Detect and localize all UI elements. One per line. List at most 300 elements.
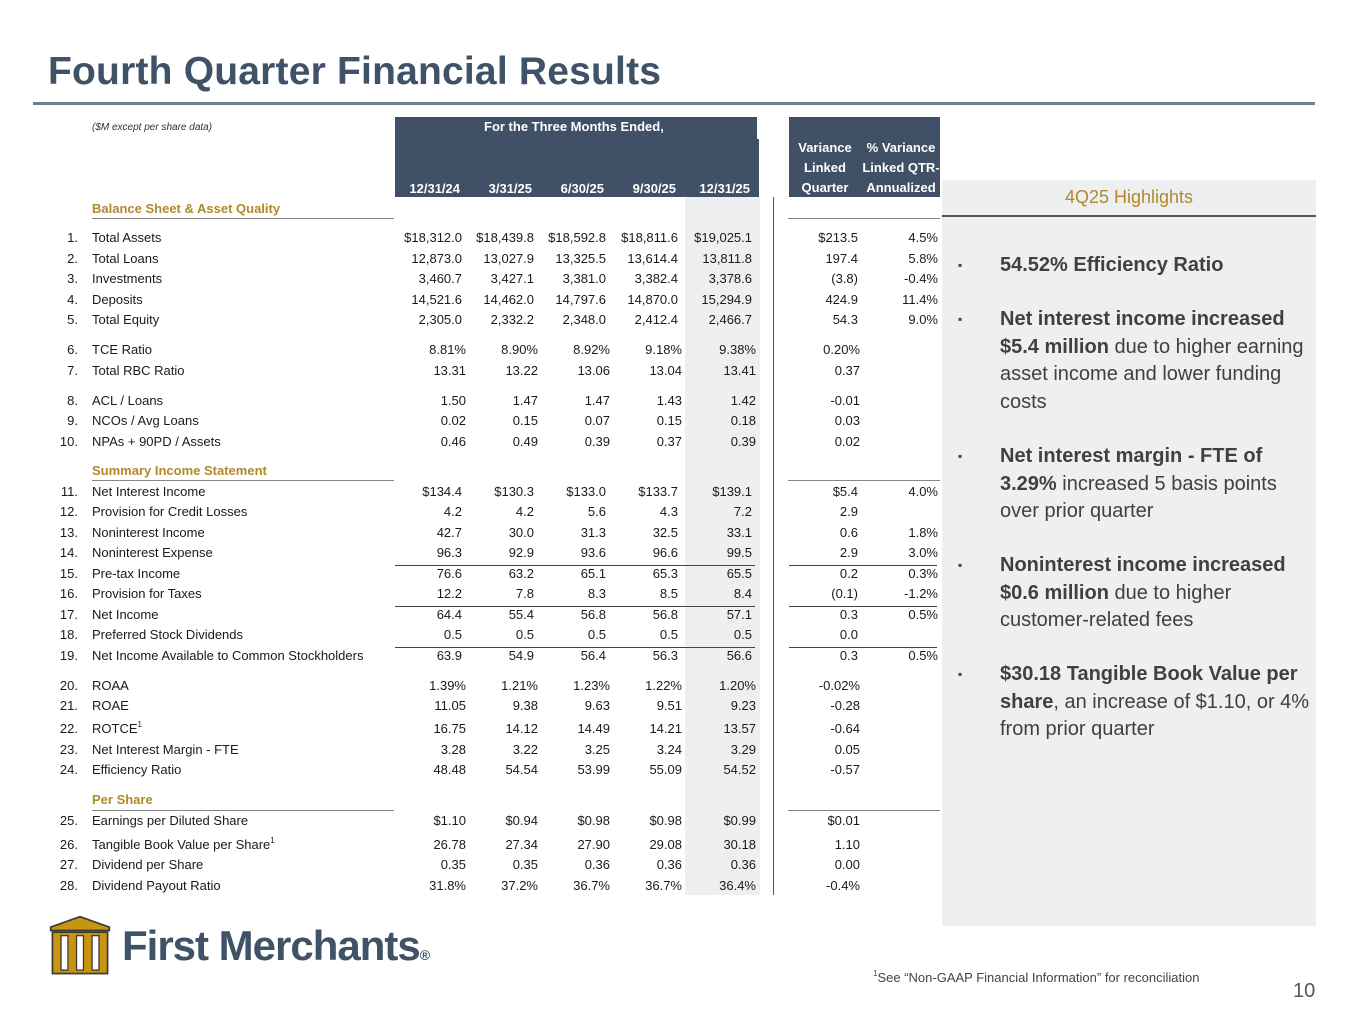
section-divider bbox=[788, 218, 940, 219]
cell-value: 8.3 bbox=[587, 586, 606, 601]
cell-value: 1.50 bbox=[440, 393, 466, 408]
pct-variance-value: 3.0% bbox=[908, 545, 938, 560]
cell-value: 33.1 bbox=[726, 525, 752, 540]
cell-value: 14.21 bbox=[649, 721, 682, 736]
cell-value: 8.90% bbox=[501, 342, 538, 357]
cell-value: 1.23% bbox=[573, 678, 610, 693]
cell-value: 8.81% bbox=[429, 342, 466, 357]
pct-variance-value: 0.3% bbox=[908, 566, 938, 581]
row-number: 8. bbox=[67, 393, 78, 408]
cell-value: 53.99 bbox=[577, 762, 610, 777]
cell-value: 9.51 bbox=[656, 698, 682, 713]
variance-value: 0.02 bbox=[834, 434, 860, 449]
section-divider bbox=[788, 480, 940, 481]
cell-value: 13.04 bbox=[649, 363, 682, 378]
cell-value: 9.38% bbox=[719, 342, 756, 357]
cell-value: 16.75 bbox=[433, 721, 466, 736]
section-balance-sheet: Balance Sheet & Asset Quality bbox=[92, 201, 281, 216]
row-label: NCOs / Avg Loans bbox=[92, 413, 199, 428]
row-label: Preferred Stock Dividends bbox=[92, 627, 244, 642]
row-label: Tangible Book Value per Share$^1$ bbox=[92, 836, 275, 852]
row-number: 25. bbox=[59, 813, 78, 828]
cell-value: 0.49 bbox=[512, 434, 538, 449]
cell-value: 0.5 bbox=[443, 627, 462, 642]
cell-value: $130.3 bbox=[494, 484, 534, 499]
units-note: ($M except per share data) bbox=[92, 122, 213, 133]
cell-value: 30.18 bbox=[723, 837, 756, 852]
cell-value: 1.47 bbox=[512, 393, 538, 408]
cell-value: 64.4 bbox=[436, 607, 462, 622]
cell-value: 3,381.0 bbox=[562, 271, 606, 286]
variance-value: 0.3 bbox=[839, 607, 858, 622]
variance-value: (0.1) bbox=[831, 586, 858, 601]
row-label: Total Loans bbox=[92, 251, 159, 266]
table-row bbox=[0, 856, 950, 874]
cell-value: 13.41 bbox=[723, 363, 756, 378]
row-number: 18. bbox=[59, 627, 78, 642]
row-number: 22. bbox=[59, 721, 78, 736]
table-row bbox=[0, 270, 950, 288]
footnote: $^1$See “Non-GAAP Financial Information” for reconciliation bbox=[873, 969, 1200, 985]
variance-value: -0.64 bbox=[830, 721, 860, 736]
cell-value: 63.2 bbox=[508, 566, 534, 581]
row-number: 2. bbox=[67, 251, 78, 266]
pct-variance-value: 0.5% bbox=[908, 607, 938, 622]
row-number: 19. bbox=[59, 648, 78, 663]
cell-value: 36.4% bbox=[719, 878, 756, 893]
first-merchants-logo-icon bbox=[49, 910, 111, 982]
cell-value: 8.92% bbox=[573, 342, 610, 357]
variance-value: -0.28 bbox=[830, 698, 860, 713]
row-label: Total Assets bbox=[92, 230, 162, 245]
cell-value: 0.37 bbox=[656, 434, 682, 449]
footnote-marker: 1 bbox=[270, 836, 275, 845]
row-number: 23. bbox=[59, 742, 78, 757]
cell-value: 56.4 bbox=[580, 648, 606, 663]
table-row bbox=[0, 412, 950, 430]
cell-value: 8.4 bbox=[733, 586, 752, 601]
cell-value: 32.5 bbox=[652, 525, 678, 540]
row-number: 27. bbox=[59, 857, 78, 872]
section-divider bbox=[788, 810, 940, 811]
subtotal-rule bbox=[395, 606, 755, 607]
cell-value: 65.3 bbox=[652, 566, 678, 581]
row-label: Total Equity bbox=[92, 312, 160, 327]
cell-value: 37.2% bbox=[501, 878, 538, 893]
row-number: 9. bbox=[67, 413, 78, 428]
cell-value: $18,811.6 bbox=[621, 230, 678, 245]
cell-value: 1.42 bbox=[730, 393, 756, 408]
cell-value: 0.39 bbox=[730, 434, 756, 449]
page-number: 10 bbox=[1293, 980, 1316, 1002]
cell-value: 13,811.8 bbox=[702, 251, 752, 266]
cell-value: 3.29 bbox=[730, 742, 756, 757]
cell-value: 3,378.6 bbox=[708, 271, 752, 286]
cell-value: 3,460.7 bbox=[418, 271, 462, 286]
table-row bbox=[0, 229, 950, 247]
row-label: ROAE bbox=[92, 698, 129, 713]
cell-value: 7.8 bbox=[515, 586, 534, 601]
variance-value: 0.37 bbox=[834, 363, 860, 378]
row-number: 20. bbox=[59, 678, 78, 693]
cell-value: 0.36 bbox=[584, 857, 610, 872]
variance-value: -0.01 bbox=[830, 393, 860, 408]
section-divider bbox=[92, 480, 394, 481]
table-row bbox=[0, 720, 950, 738]
column-header: 12/31/25 bbox=[699, 181, 750, 196]
row-number: 5. bbox=[67, 312, 78, 327]
cell-value: $0.99 bbox=[723, 813, 756, 828]
variance-value: 0.0 bbox=[839, 627, 858, 642]
row-number: 16. bbox=[59, 586, 78, 601]
cell-value: 42.7 bbox=[436, 525, 462, 540]
cell-value: 0.18 bbox=[730, 413, 756, 428]
cell-value: 12.2 bbox=[436, 586, 462, 601]
table-row bbox=[0, 524, 950, 542]
column-header: 9/30/25 bbox=[632, 181, 676, 196]
table-row bbox=[0, 250, 950, 268]
row-label: Provision for Credit Losses bbox=[92, 504, 248, 519]
cell-value: 3.28 bbox=[440, 742, 466, 757]
cell-value: 56.6 bbox=[726, 648, 752, 663]
cell-value: 4.2 bbox=[515, 504, 534, 519]
subtotal-rule bbox=[789, 606, 937, 607]
pct-variance-value: -1.2% bbox=[904, 586, 938, 601]
variance-value: $0.01 bbox=[827, 813, 860, 828]
variance-value: -0.57 bbox=[830, 762, 860, 777]
row-label: ROAA bbox=[92, 678, 129, 693]
table-row bbox=[0, 503, 950, 521]
cell-value: 4.2 bbox=[443, 504, 462, 519]
cell-value: $134.4 bbox=[422, 484, 462, 499]
table-row bbox=[0, 761, 950, 779]
row-number: 26. bbox=[59, 837, 78, 852]
cell-value: 2,412.4 bbox=[634, 312, 678, 327]
table-row bbox=[0, 697, 950, 715]
bullet-icon: ▪ bbox=[958, 667, 963, 681]
pct-variance-value: 1.8% bbox=[908, 525, 938, 540]
pct-variance-value: 11.4% bbox=[902, 292, 938, 307]
row-number: 12. bbox=[59, 504, 78, 519]
variance-value: $5.4 bbox=[832, 484, 858, 499]
cell-value: 27.34 bbox=[505, 837, 538, 852]
table-row bbox=[0, 677, 950, 695]
cell-value: 9.18% bbox=[645, 342, 682, 357]
cell-value: 14,521.6 bbox=[411, 292, 462, 307]
row-label: Noninterest Income bbox=[92, 525, 205, 540]
cell-value: 2,348.0 bbox=[562, 312, 606, 327]
cell-value: 3.22 bbox=[512, 742, 538, 757]
variance-value: 0.00 bbox=[834, 857, 860, 872]
row-number: 14. bbox=[59, 545, 78, 560]
bullet-icon: ▪ bbox=[958, 312, 963, 326]
cell-value: 14.12 bbox=[505, 721, 538, 736]
table-row bbox=[0, 341, 950, 359]
highlights-title: 4Q25 Highlights bbox=[1064, 187, 1194, 207]
row-label: Net Interest Margin - FTE bbox=[92, 742, 239, 757]
cell-value: 93.6 bbox=[580, 545, 606, 560]
table-row bbox=[0, 585, 950, 603]
row-label: ACL / Loans bbox=[92, 393, 164, 408]
cell-value: 0.15 bbox=[656, 413, 682, 428]
cell-value: 2,332.2 bbox=[490, 312, 534, 327]
pct-variance-value: 5.8% bbox=[908, 251, 938, 266]
row-number: 28. bbox=[59, 878, 78, 893]
row-label: Deposits bbox=[92, 292, 143, 307]
cell-value: 3.25 bbox=[584, 742, 610, 757]
table-row bbox=[0, 483, 950, 501]
cell-value: 92.9 bbox=[508, 545, 534, 560]
cell-value: 9.63 bbox=[584, 698, 610, 713]
table-row bbox=[0, 836, 950, 854]
highlights-divider bbox=[942, 215, 1316, 217]
variance-value: 0.20% bbox=[823, 342, 860, 357]
cell-value: 13.31 bbox=[433, 363, 466, 378]
table-row bbox=[0, 877, 950, 895]
cell-value: 1.21% bbox=[501, 678, 538, 693]
cell-value: 76.6 bbox=[436, 566, 462, 581]
cell-value: 36.7% bbox=[573, 878, 610, 893]
row-label: Noninterest Expense bbox=[92, 545, 213, 560]
row-label: ROTCE$^1$ bbox=[92, 720, 142, 736]
row-label: Dividend per Share bbox=[92, 857, 204, 872]
variance-value: 0.03 bbox=[834, 413, 860, 428]
cell-value: 1.47 bbox=[584, 393, 610, 408]
cell-value: 8.5 bbox=[659, 586, 678, 601]
table-row bbox=[0, 606, 950, 624]
cell-value: $133.0 bbox=[566, 484, 606, 499]
cell-value: 13.57 bbox=[723, 721, 756, 736]
table-row bbox=[0, 544, 950, 562]
cell-value: 65.5 bbox=[726, 566, 752, 581]
pct-variance-value: 0.5% bbox=[908, 648, 938, 663]
row-label: Provision for Taxes bbox=[92, 586, 202, 601]
row-number: 15. bbox=[59, 566, 78, 581]
row-number: 21. bbox=[59, 698, 78, 713]
cell-value: 3,427.1 bbox=[490, 271, 534, 286]
column-header: 6/30/25 bbox=[560, 181, 604, 196]
cell-value: 13,325.5 bbox=[555, 251, 606, 266]
cell-value: 63.9 bbox=[436, 648, 462, 663]
cell-value: 30.0 bbox=[508, 525, 534, 540]
row-label: Net Income bbox=[92, 607, 159, 622]
cell-value: $0.94 bbox=[505, 813, 538, 828]
cell-value: 14.49 bbox=[577, 721, 610, 736]
period-header: For the Three Months Ended, bbox=[484, 119, 664, 134]
cell-value: 0.35 bbox=[440, 857, 466, 872]
bullet-icon: ▪ bbox=[958, 558, 963, 572]
cell-value: 54.9 bbox=[508, 648, 534, 663]
cell-value: 31.3 bbox=[580, 525, 606, 540]
cell-value: 13.06 bbox=[577, 363, 610, 378]
row-label: Pre-tax Income bbox=[92, 566, 181, 581]
variance-value: 424.9 bbox=[825, 292, 858, 307]
cell-value: 13,614.4 bbox=[627, 251, 678, 266]
table-row bbox=[0, 647, 950, 665]
cell-value: 56.3 bbox=[652, 648, 678, 663]
variance-header: Variance Linked Quarter bbox=[798, 140, 852, 195]
header-gap-top bbox=[757, 117, 789, 139]
cell-value: $18,439.8 bbox=[476, 230, 534, 245]
table-row bbox=[0, 626, 950, 644]
cell-value: 55.4 bbox=[508, 607, 534, 622]
table-row bbox=[0, 311, 950, 329]
cell-value: 5.6 bbox=[587, 504, 606, 519]
cell-value: 56.8 bbox=[652, 607, 678, 622]
cell-value: 55.09 bbox=[649, 762, 682, 777]
variance-value: 0.05 bbox=[834, 742, 860, 757]
row-label: Total RBC Ratio bbox=[92, 363, 185, 378]
pct-variance-header: % Variance Linked QTR- Annualized bbox=[862, 140, 940, 195]
cell-value: 1.43 bbox=[656, 393, 682, 408]
bullet-icon: ▪ bbox=[958, 258, 963, 272]
cell-value: 0.46 bbox=[440, 434, 466, 449]
page-title: Fourth Quarter Financial Results bbox=[48, 50, 662, 93]
cell-value: 48.48 bbox=[433, 762, 466, 777]
row-label: Dividend Payout Ratio bbox=[92, 878, 221, 893]
cell-value: 0.02 bbox=[440, 413, 466, 428]
cell-value: 14,797.6 bbox=[555, 292, 606, 307]
cell-value: 9.23 bbox=[730, 698, 756, 713]
table-row bbox=[0, 392, 950, 410]
cell-value: 26.78 bbox=[433, 837, 466, 852]
row-number: 13. bbox=[59, 525, 78, 540]
bullet-icon: ▪ bbox=[958, 449, 963, 463]
subtotal-rule bbox=[789, 565, 937, 566]
cell-value: 4.3 bbox=[659, 504, 678, 519]
table-row bbox=[0, 433, 950, 451]
pct-variance-value: 4.5% bbox=[908, 230, 938, 245]
cell-value: $18,312.0 bbox=[404, 230, 462, 245]
row-number: 7. bbox=[67, 363, 78, 378]
row-number: 1. bbox=[67, 230, 78, 245]
row-label: Net Interest Income bbox=[92, 484, 206, 499]
row-number: 17. bbox=[59, 607, 78, 622]
cell-value: $139.1 bbox=[712, 484, 752, 499]
row-label: Efficiency Ratio bbox=[92, 762, 182, 777]
cell-value: 54.52 bbox=[723, 762, 756, 777]
cell-value: 9.38 bbox=[512, 698, 538, 713]
variance-value: 2.9 bbox=[839, 504, 858, 519]
variance-value: 197.4 bbox=[825, 251, 858, 266]
cell-value: 0.36 bbox=[656, 857, 682, 872]
cell-value: 31.8% bbox=[429, 878, 466, 893]
cell-value: 13,027.9 bbox=[483, 251, 534, 266]
variance-value: 2.9 bbox=[839, 545, 858, 560]
cell-value: 3.24 bbox=[656, 742, 682, 757]
cell-value: 29.08 bbox=[649, 837, 682, 852]
cell-value: 7.2 bbox=[733, 504, 752, 519]
cell-value: 56.8 bbox=[580, 607, 606, 622]
column-header: 12/31/24 bbox=[409, 181, 460, 196]
variance-value: 0.6 bbox=[839, 525, 858, 540]
cell-value: 99.5 bbox=[726, 545, 752, 560]
variance-value: 54.3 bbox=[832, 312, 858, 327]
variance-value: 1.10 bbox=[834, 837, 860, 852]
cell-value: 1.20% bbox=[719, 678, 756, 693]
cell-value: 0.5 bbox=[659, 627, 678, 642]
variance-value: 0.2 bbox=[839, 566, 858, 581]
pct-variance-value: 9.0% bbox=[908, 312, 938, 327]
subtotal-rule bbox=[395, 647, 755, 648]
table-row bbox=[0, 565, 950, 583]
cell-value: 0.07 bbox=[584, 413, 610, 428]
cell-value: 11.05 bbox=[434, 698, 466, 713]
row-label: Investments bbox=[92, 271, 163, 286]
cell-value: 57.1 bbox=[726, 607, 752, 622]
table-row bbox=[0, 362, 950, 380]
cell-value: 1.22% bbox=[645, 678, 682, 693]
cell-value: 0.5 bbox=[515, 627, 534, 642]
cell-value: 15,294.9 bbox=[701, 292, 752, 307]
cell-value: 0.5 bbox=[587, 627, 606, 642]
table-row bbox=[0, 812, 950, 830]
cell-value: $0.98 bbox=[577, 813, 610, 828]
footnote-marker: 1 bbox=[137, 720, 142, 729]
section-divider bbox=[92, 810, 394, 811]
row-label: TCE Ratio bbox=[92, 342, 152, 357]
cell-value: 12,873.0 bbox=[411, 251, 462, 266]
cell-value: 2,466.7 bbox=[708, 312, 752, 327]
cell-value: 96.3 bbox=[436, 545, 462, 560]
cell-value: 65.1 bbox=[580, 566, 606, 581]
pct-variance-value: 4.0% bbox=[908, 484, 938, 499]
table-row bbox=[0, 741, 950, 759]
table-row bbox=[0, 291, 950, 309]
cell-value: 27.90 bbox=[577, 837, 610, 852]
cell-value: $1.10 bbox=[433, 813, 466, 828]
cell-value: 0.39 bbox=[584, 434, 610, 449]
cell-value: 0.15 bbox=[512, 413, 538, 428]
cell-value: 0.35 bbox=[512, 857, 538, 872]
variance-value: $213.5 bbox=[818, 230, 858, 245]
cell-value: $0.98 bbox=[649, 813, 682, 828]
cell-value: 36.7% bbox=[645, 878, 682, 893]
row-number: 24. bbox=[59, 762, 78, 777]
cell-value: $19,025.1 bbox=[694, 230, 752, 245]
section-per-share: Per Share bbox=[92, 792, 153, 807]
variance-value: -0.4% bbox=[826, 878, 860, 893]
cell-value: 2,305.0 bbox=[418, 312, 462, 327]
cell-value: 1.39% bbox=[429, 678, 466, 693]
row-label: Net Income Available to Common Stockholders bbox=[92, 648, 364, 663]
cell-value: 14,870.0 bbox=[627, 292, 678, 307]
row-number: 10. bbox=[59, 434, 78, 449]
cell-value: $18,592.8 bbox=[548, 230, 606, 245]
section-income-statement: Summary Income Statement bbox=[92, 463, 267, 478]
cell-value: 13.22 bbox=[505, 363, 538, 378]
column-header: 3/31/25 bbox=[488, 181, 532, 196]
cell-value: $133.7 bbox=[638, 484, 678, 499]
row-label: NPAs + 90PD / Assets bbox=[92, 434, 221, 449]
cell-value: 54.54 bbox=[505, 762, 538, 777]
row-number: 6. bbox=[67, 342, 78, 357]
cell-value: 0.5 bbox=[733, 627, 752, 642]
row-label: Earnings per Diluted Share bbox=[92, 813, 249, 828]
variance-value: 0.3 bbox=[839, 648, 858, 663]
cell-value: 14,462.0 bbox=[483, 292, 534, 307]
cell-value: 0.36 bbox=[730, 857, 756, 872]
row-number: 4. bbox=[67, 292, 78, 307]
row-number: 11. bbox=[60, 484, 78, 499]
brand-name: First Merchants® bbox=[122, 922, 430, 969]
pct-variance-value: -0.4% bbox=[904, 271, 938, 286]
section-divider bbox=[92, 218, 394, 219]
variance-value: (3.8) bbox=[831, 271, 858, 286]
row-number: 3. bbox=[67, 271, 78, 286]
cell-value: 3,382.4 bbox=[634, 271, 678, 286]
subtotal-rule bbox=[789, 647, 937, 648]
